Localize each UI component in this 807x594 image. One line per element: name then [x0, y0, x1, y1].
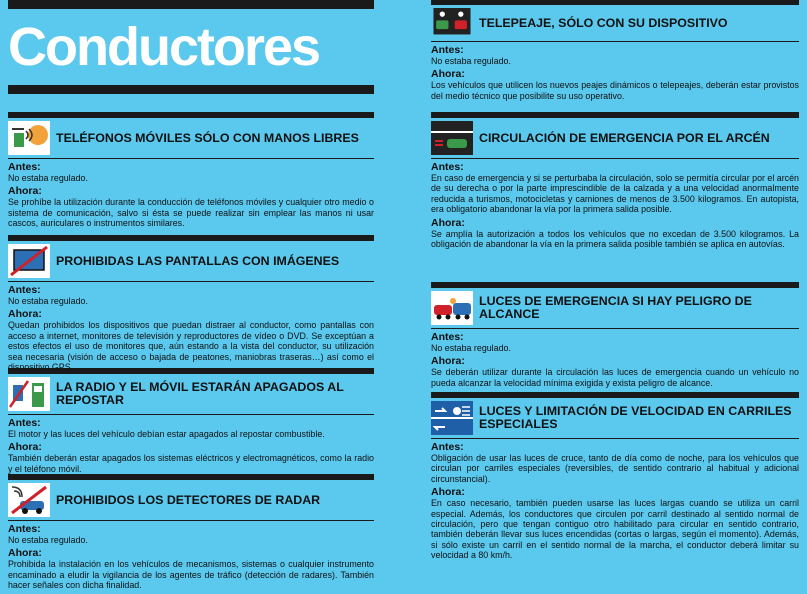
before-text: No estaba regulado.: [8, 535, 88, 545]
section-refuel: [8, 368, 374, 474]
now-label: Ahora:: [8, 441, 42, 454]
now-text: Se deberán utilizar durante la circulación las luces de emergencia cuando un vehículo no pueda alcanzar la velocidad mínima exigida y exista peligro de alcance.: [431, 367, 799, 388]
now-text: Prohibida la instalación en los vehículos de mecanismos, sistemas o cualquier instrumento encaminado a eludir la vigilancia de los agentes de tráfico (detección de radares). También hacer señales con dicha finalidad.: [8, 559, 374, 591]
section-shoulder: [431, 112, 799, 282]
page-title: Conductores: [8, 17, 320, 77]
radar-detector-prohibited-icon: [8, 483, 50, 517]
now-text: Los vehículos que utilicen los nuevos peajes dinámicos o telepeajes, deberán estar provistos del medio técnico que posibilite su uso operativo.: [431, 80, 799, 101]
toll-booth-icon: [431, 8, 473, 38]
before-text: No estaba regulado.: [8, 173, 88, 183]
now-label: Ahora:: [431, 68, 465, 81]
now-label: Ahora:: [431, 216, 465, 229]
hard-shoulder-car-icon: [431, 121, 473, 155]
section-toll: [431, 0, 799, 112]
section-title: TELEPEAJE, SÓLO CON SU DISPOSITIVO: [479, 15, 728, 30]
section-title: LUCES DE EMERGENCIA SI HAY PELIGRO DE ALCANCE: [479, 294, 752, 321]
before-label: Antes:: [431, 44, 464, 56]
now-label: Ahora:: [8, 547, 42, 560]
before-label: Antes:: [8, 417, 41, 429]
screen-prohibited-icon: [8, 244, 50, 278]
now-text: Se amplía la autorización a todos los vehículos que no excedan de 3.500 kilogramos. La obligación de abandonar la vía en la primera salida posible también se aplica en autovías.: [431, 228, 799, 250]
left-column: [8, 0, 374, 591]
section-radar: [8, 474, 374, 591]
section-hazard: [431, 282, 799, 392]
hazard-lights-car-icon: [431, 291, 473, 325]
before-label: Antes:: [431, 441, 464, 453]
before-text: En caso de emergencia y si se perturbaba la circulación, solo se permitía circular por el arcén de su derecha o por la parte imprescindible de la calzada y a una velocidad anormalmente reducida a turismos, motocicletas y camiones de menos de 3.500 kilogramos. En autopista, era obligatorio abandonar la vía por la primera salida posible.: [431, 173, 799, 215]
before-text: No estaba regulado.: [431, 343, 511, 353]
section-special-lanes: [431, 392, 799, 561]
section-title: PROHIBIDOS LOS DETECTORES DE RADAR: [56, 492, 321, 507]
before-text: El motor y las luces del vehículo debían estar apagados al repostar combustible.: [8, 429, 325, 439]
before-label: Antes:: [8, 284, 41, 296]
headlight-lane-icon: [431, 401, 473, 435]
section-title: TELÉFONOS MÓVILES SÓLO CON MANOS LIBRES: [56, 130, 359, 145]
fuel-pump-icon: [8, 377, 50, 411]
section-title: CIRCULACIÓN DE EMERGENCIA POR EL ARCÉN: [479, 130, 770, 145]
before-text: No estaba regulado.: [8, 296, 88, 306]
now-label: Ahora:: [431, 355, 465, 368]
before-label: Antes:: [8, 523, 41, 535]
now-label: Ahora:: [8, 308, 42, 321]
now-text: Se prohíbe la utilización durante la conducción de teléfonos móviles y cualquier otro medio o sistema de comunicación, salvo si ésta se puede realizar sin emplear las manos ni usar cascos, auriculares o instrumentos similares.: [8, 197, 374, 229]
now-label: Ahora:: [431, 486, 465, 499]
before-label: Antes:: [8, 161, 41, 173]
section-phones: [8, 112, 374, 235]
now-text: Quedan prohibidos los dispositivos que puedan distraer al conductor, como pantallas con acceso a internet, monitores de televisión y reproductores de vídeo o DVD. Se exceptúan a estos efectos el uso de monitores que, aún estando a la vista del conductor, su utilización sea necesaria (visión de acceso o bajada de peatones, maniobras traseras…) así como el dispositivo GPS.: [8, 320, 374, 373]
now-text: En caso necesario, también pueden usarse las luces largas cuando se utiliza un carril especial. Además, los conductores que circulen por carril destinado al sentido normal de circulación, pero que tengan contiguo otro habilitado para circular en sentido contrario, también deberán llevar sus luces encendidas (cortas o largas, según el momento). Además, si sólo existe un carril en el sentido normal de la marcha, el conductor deberá limitar su velocidad a 80 km/h.: [431, 498, 799, 561]
section-title: LA RADIO Y EL MÓVIL ESTARÁN APAGADOS AL REPOSTAR: [56, 380, 344, 407]
before-label: Antes:: [431, 331, 464, 343]
before-label: Antes:: [431, 161, 464, 173]
now-label: Ahora:: [8, 185, 42, 198]
before-text: No estaba regulado.: [431, 56, 511, 66]
before-text: Obligación de usar las luces de cruce, tanto de día como de noche, para los vehículos que circulan por carriles especiales (reversibles, de sentido contrario al habitual y adicional circunstancial).: [431, 453, 799, 484]
title-bottom-bar: [8, 85, 374, 94]
phone-hands-free-icon: [8, 121, 50, 155]
section-title: PROHIBIDAS LAS PANTALLAS CON IMÁGENES: [56, 253, 340, 268]
section-title: LUCES Y LIMITACIÓN DE VELOCIDAD EN CARRILES ESPECIALES: [479, 404, 792, 431]
now-text: También deberán estar apagados los sistemas eléctricos y electromagnéticos, como la radio y el teléfono móvil.: [8, 453, 374, 474]
title-top-bar: [8, 0, 374, 9]
section-screens: [8, 235, 374, 373]
right-column: [431, 0, 799, 561]
